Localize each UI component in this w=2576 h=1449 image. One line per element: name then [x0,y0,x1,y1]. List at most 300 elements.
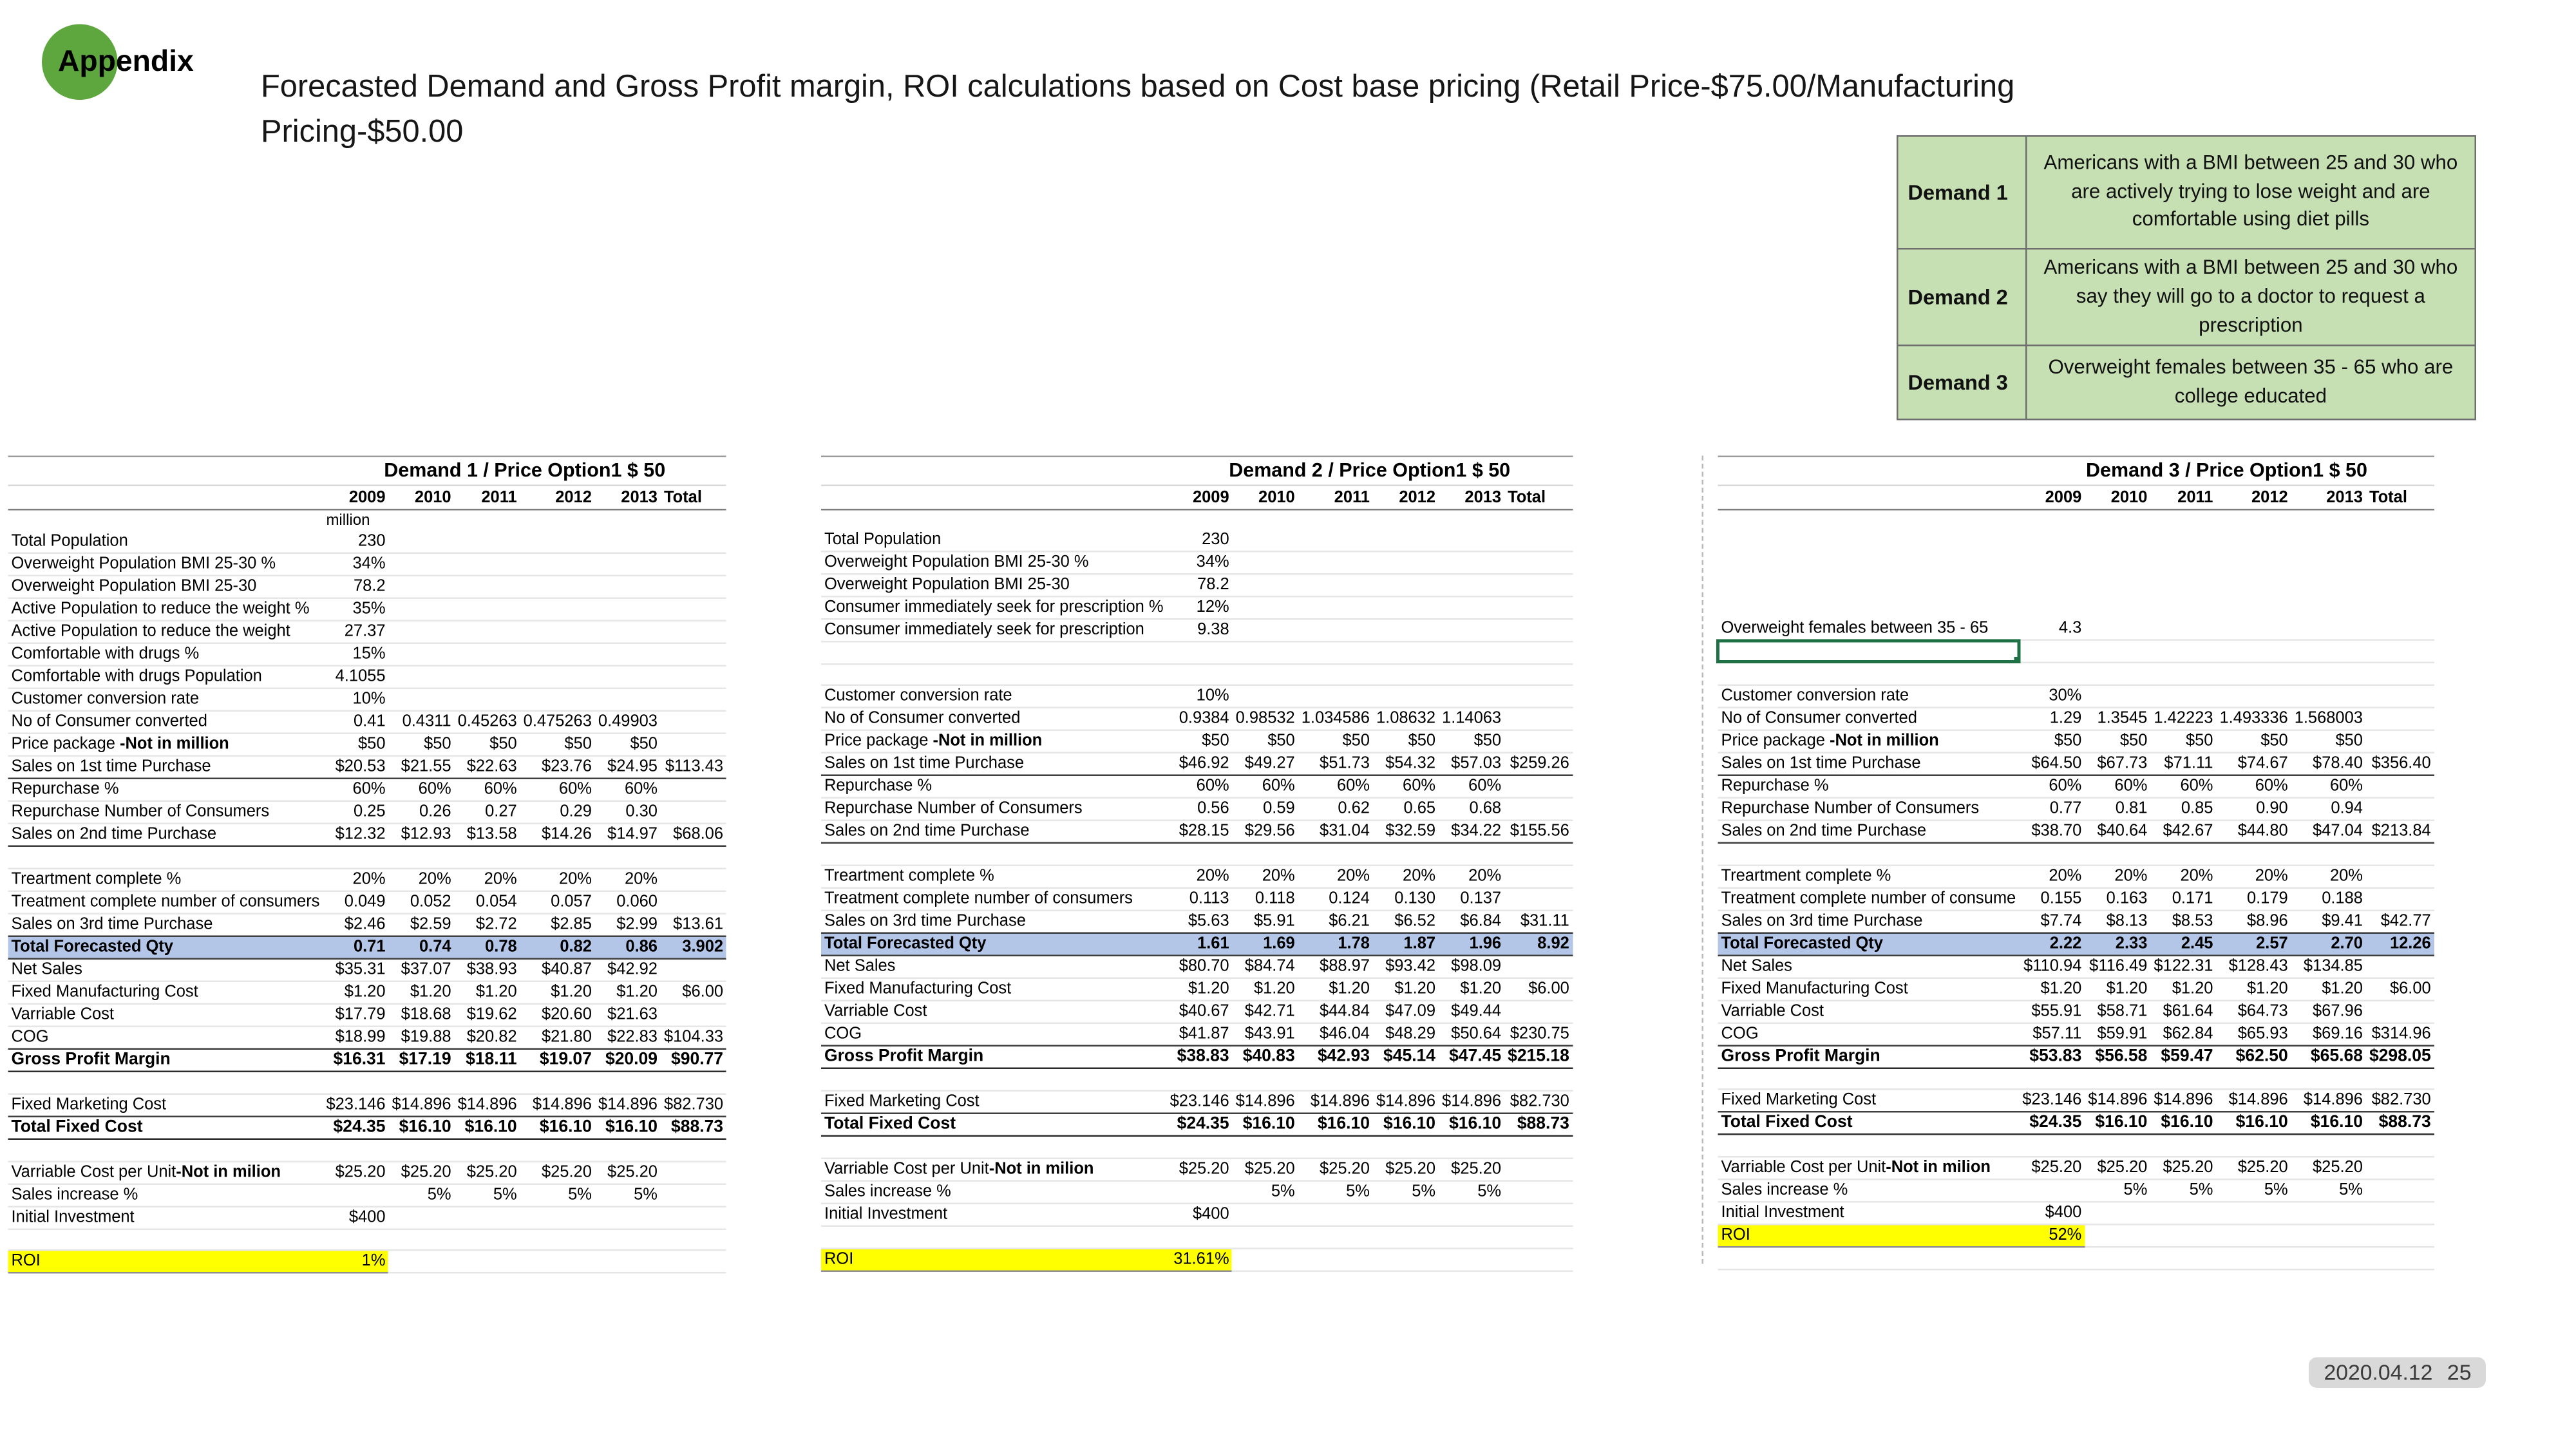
cell-2010: $25.20 [1233,1158,1298,1180]
cell-2010 [389,598,455,621]
spreadsheet [821,456,1573,1271]
row-label: Sales increase % [1718,1180,2020,1202]
cell-total [1504,708,1573,731]
cell-2009: $28.15 [1167,821,1233,844]
cell-total [1504,956,1573,978]
cell-2011 [2150,1225,2216,1247]
unit-spacer [1439,509,1504,529]
row-label: Repurchase % [821,776,1167,799]
cell-2011: 0.45263 [455,711,520,734]
table-row [821,799,1573,821]
cell-total [1504,529,1573,551]
cell-total [2366,1202,2434,1225]
cell-2010: $116.49 [2085,955,2150,978]
cell-2011 [1298,686,1373,708]
cell-2010 [389,643,455,666]
col-header-2013: 2013 [1439,486,1504,510]
cell-total [661,1004,726,1027]
row-label: Fixed Manufacturing Cost [8,981,323,1004]
cell-2011 [2150,1135,2216,1157]
cell-2012 [520,1139,595,1160]
cell-2011 [1298,596,1373,619]
cell-2013: $47.45 [1439,1046,1504,1068]
cell-2012: 20% [2216,865,2291,887]
cell-2009: 230 [1167,529,1233,551]
cell-2009: 20% [2019,865,2085,887]
cell-2013 [1439,574,1504,596]
cell-2012: 0.130 [1373,888,1439,911]
unit-spacer [2366,509,2434,529]
unit-spacer [1298,509,1373,529]
cell-2013: 20% [595,869,661,891]
cell-total [1504,1158,1573,1180]
cell-2011: $2.72 [455,914,520,936]
cell-2009 [2019,596,2085,618]
table-row [8,598,727,621]
cell-total: 12.26 [2366,933,2434,955]
cell-2009 [2019,551,2085,573]
cell-total [661,643,726,666]
cell-2011: 5% [1298,1180,1373,1203]
cell-2010: 0.98532 [1233,708,1298,731]
cell-2011 [455,688,520,711]
cell-2012 [2216,573,2291,595]
cell-2013 [595,643,661,666]
cell-2011 [1298,529,1373,551]
cell-2013: $16.10 [2291,1112,2366,1135]
cell-2010 [389,621,455,643]
legend-row-demand2 [1897,249,2476,346]
cell-2011 [1298,844,1373,866]
table-row [8,1139,727,1160]
table-row [821,978,1573,1001]
cell-total: $213.84 [2366,820,2434,842]
cell-2012: $6.52 [1373,911,1439,933]
cell-2013 [2291,618,2366,640]
row-label: Fixed Manufacturing Cost [1718,978,2020,1000]
row-label: Varriable Cost [8,1004,323,1027]
cell-total: $42.77 [2366,910,2434,933]
cell-2009: $1.20 [2019,978,2085,1000]
cell-2009: 230 [323,531,388,553]
table-row [8,846,727,868]
cell-2012: 0.475263 [520,711,595,734]
unit-spacer [455,509,520,531]
table-row [8,1161,727,1184]
cell-2009: $25.20 [2019,1157,2085,1180]
cell-2010 [1233,619,1298,641]
table-row [8,688,727,711]
cell-total [661,959,726,981]
cell-2010 [1233,686,1298,708]
col-header-total: Total [2366,486,2434,510]
row-label: Sales on 1st time Purchase [821,753,1167,776]
cell-2013: 0.188 [2291,887,2366,910]
cell-2011 [2150,1202,2216,1225]
cell-2012 [520,846,595,868]
row-label [8,1229,323,1251]
cell-2012: $8.96 [2216,910,2291,933]
cell-2011 [1298,1136,1373,1158]
cell-total [661,1206,726,1229]
table-row [821,753,1573,776]
unit-spacer [661,509,726,531]
cell-2010: 20% [389,869,455,891]
cell-total [2366,596,2434,618]
cell-2009: 34% [323,553,388,576]
cell-2009: 0.155 [2019,887,2085,910]
cell-2010 [1233,529,1298,551]
row-label: Active Population to reduce the weight % [8,598,323,621]
cell-2010: $59.91 [2085,1023,2150,1045]
cell-2011: $50 [2150,730,2216,752]
cell-2011: $71.11 [2150,752,2216,775]
cell-2012 [520,643,595,666]
cell-2009: $50 [2019,730,2085,752]
cell-2013: $25.20 [2291,1157,2366,1180]
row-label: Fixed Marketing Cost [821,1091,1167,1113]
row-label: ROI [821,1248,1167,1271]
table-title: Demand 3 / Price Option1 $ 50 [2019,457,2434,486]
cell-2010: $58.71 [2085,1000,2150,1023]
cell-2009: 20% [1167,866,1233,888]
row-label: Overweight Population BMI 25-30 [821,574,1167,596]
cell-2013: $14.896 [595,1094,661,1116]
cell-2011 [2150,842,2216,864]
legend-row-demand3 [1897,346,2476,420]
col-header-2010: 2010 [2085,486,2150,510]
table-row [8,869,727,891]
row-label [821,1226,1167,1247]
cell-2012 [520,666,595,688]
cell-2010: $40.83 [1233,1046,1298,1068]
cell-2013 [595,576,661,598]
cell-2010: $49.27 [1233,753,1298,776]
col-header-spacer [8,486,323,510]
cell-2011 [455,846,520,868]
cell-total [1504,731,1573,753]
cell-2012: $14.896 [520,1094,595,1116]
table-demand3 [1716,456,2434,1271]
cell-2012: 5% [2216,1180,2291,1202]
cell-2010 [2085,685,2150,707]
cell-2011: 60% [2150,775,2216,797]
table-row [821,866,1573,888]
table-row [1718,820,2434,842]
cell-2010: $5.91 [1233,911,1298,933]
cell-2012: $50 [520,734,595,756]
cell-2012: 0.057 [520,891,595,914]
cell-2009 [2019,573,2085,595]
cell-total [1504,551,1573,574]
cell-2011 [1298,574,1373,596]
cell-2009: 31.61% [1167,1248,1233,1271]
cell-total [2366,663,2434,685]
cell-total [1504,844,1573,866]
table-row [1718,551,2434,573]
row-label [821,641,1167,663]
cell-2013 [1439,641,1504,663]
cell-2009: $400 [2019,1202,2085,1225]
col-header-2012: 2012 [520,486,595,510]
cell-total [1504,596,1573,619]
cell-2010: 0.59 [1233,799,1298,821]
table-row [821,1001,1573,1023]
cell-2009: $25.20 [1167,1158,1233,1180]
table-title: Demand 1 / Price Option1 $ 50 [323,457,726,486]
cell-2012 [2216,640,2291,662]
cell-2012: $74.67 [2216,752,2291,775]
cell-2011: 1.78 [1298,933,1373,956]
table-title: Demand 2 / Price Option1 $ 50 [1167,457,1573,486]
unit-spacer [389,509,455,531]
cell-total [1504,1248,1573,1271]
cell-total [2366,685,2434,707]
cell-2011: $42.93 [1298,1046,1373,1068]
cell-total [1504,1001,1573,1023]
cell-2011: $16.10 [455,1116,520,1139]
cell-2009: 9.38 [1167,619,1233,641]
cell-2010: 5% [1233,1180,1298,1203]
cell-2013 [1439,686,1504,708]
cell-2012: $19.07 [520,1049,595,1072]
cell-2011: 5% [455,1184,520,1206]
cell-2013: $78.40 [2291,752,2366,775]
cell-total [2366,797,2434,820]
cell-2011 [455,598,520,621]
row-label: Varriable Cost per Unit-Not in milion [8,1161,323,1184]
row-label: Sales increase % [821,1180,1167,1203]
cell-2010 [2085,596,2150,618]
cell-2011: 60% [455,779,520,801]
cell-2011: $13.58 [455,824,520,846]
demand-legend-table [1897,135,2476,421]
row-label [1718,573,2020,595]
table-row [821,1046,1573,1068]
cell-2009 [1167,1180,1233,1203]
cell-2009 [2019,1068,2085,1090]
cell-2013 [595,1251,661,1273]
cell-total [2366,551,2434,573]
row-label: Total Fixed Cost [8,1116,323,1139]
cell-2011: 60% [1298,776,1373,799]
cell-2012: $20.60 [520,1004,595,1027]
cell-2010: 0.163 [2085,887,2150,910]
table-row [1718,933,2434,955]
row-label: Repurchase Number of Consumers [1718,797,2020,820]
cell-2010: $16.10 [1233,1113,1298,1136]
table-row [821,1068,1573,1090]
table-row [821,911,1573,933]
cell-total [661,1184,726,1206]
cell-2012 [1373,663,1439,685]
cell-2013: 0.137 [1439,888,1504,911]
cell-2013 [595,1072,661,1094]
row-label: Overweight Population BMI 25-30 [8,576,323,598]
cell-2010 [389,531,455,553]
row-label: ROI [1718,1225,2020,1247]
cell-2010: $14.896 [389,1094,455,1116]
cell-2012: $14.26 [520,824,595,846]
cell-2011: 5% [2150,1180,2216,1202]
cell-2012 [1373,1226,1439,1247]
cell-total [2366,1247,2434,1269]
row-label: Total Forecasted Qty [8,936,323,959]
row-label: Total Fixed Cost [1718,1112,2020,1135]
cell-2011: $18.11 [455,1049,520,1072]
table-row [1718,752,2434,775]
cell-2010 [1233,1068,1298,1090]
cell-2011: 1.034586 [1298,708,1373,731]
cell-total: 8.92 [1504,933,1573,956]
cell-total: $6.00 [1504,978,1573,1001]
table-row [8,891,727,914]
cell-total: $314.96 [2366,1023,2434,1045]
cell-2013: $14.97 [595,824,661,846]
row-label: Sales on 1st time Purchase [8,756,323,779]
cell-2011: $25.20 [1298,1158,1373,1180]
table-row [1718,1023,2434,1045]
cell-2009 [2019,529,2085,551]
cell-total [1504,1203,1573,1226]
cell-2011: $14.896 [1298,1091,1373,1113]
row-label [1718,1247,2020,1269]
cell-total: $259.26 [1504,753,1573,776]
unit-label [2019,509,2085,529]
cell-total: $230.75 [1504,1023,1573,1046]
cell-2009: $24.35 [2019,1112,2085,1135]
cell-2012 [520,598,595,621]
cell-2009: $24.35 [1167,1113,1233,1136]
row-label: Treartment complete % [8,869,323,891]
cell-2012: 5% [520,1184,595,1206]
table-row [821,731,1573,753]
cell-2010 [389,666,455,688]
cell-2010 [389,1072,455,1094]
cell-2010: 0.26 [389,801,455,824]
cell-2013: $57.03 [1439,753,1504,776]
cell-total [661,1161,726,1184]
page-number: 25 [2447,1360,2472,1385]
table-row [821,1023,1573,1046]
table-row [1718,685,2434,707]
cell-total: $6.00 [2366,978,2434,1000]
cell-2013: 60% [2291,775,2366,797]
cell-total [661,801,726,824]
cell-2009: $17.79 [323,1004,388,1027]
table-row [8,1072,727,1094]
cell-2010: $25.20 [389,1161,455,1184]
cell-2012: $48.29 [1373,1023,1439,1046]
cell-2010: $16.10 [389,1116,455,1139]
cell-2010: $2.59 [389,914,455,936]
table-row [8,1004,727,1027]
row-label [1718,842,2020,864]
cell-2012: $21.80 [520,1027,595,1049]
unit-spacer [2085,509,2150,529]
cell-2013: $50 [595,734,661,756]
cell-2012: $40.87 [520,959,595,981]
cell-2013: 0.68 [1439,799,1504,821]
table-row [8,824,727,846]
cell-2011: $1.20 [455,981,520,1004]
cell-2010 [1233,1226,1298,1247]
cell-2013 [2291,1135,2366,1157]
cell-2012 [2216,1225,2291,1247]
cell-2012: 5% [1373,1180,1439,1203]
cell-2011: 20% [2150,865,2216,887]
cell-2012: $93.42 [1373,956,1439,978]
table-row [821,844,1573,866]
cell-total: $31.11 [1504,911,1573,933]
spreadsheet [8,456,727,1274]
row-label: COG [1718,1023,2020,1045]
cell-2010: $17.19 [389,1049,455,1072]
cell-2013 [595,553,661,576]
cell-total [661,846,726,868]
cell-2010: $67.73 [2085,752,2150,775]
col-header-2011: 2011 [2150,486,2216,510]
cell-2013: $6.84 [1439,911,1504,933]
cell-2011: $59.47 [2150,1045,2216,1068]
row-label: Net Sales [8,959,323,981]
cell-2012 [2216,596,2291,618]
table-row [8,981,727,1004]
cell-2010 [389,576,455,598]
row-label: Varriable Cost per Unit-Not in milion [821,1158,1167,1180]
table-title-spacer [821,457,1167,486]
row-label: Price package -Not in million [821,731,1167,753]
row-label: Price package -Not in million [1718,730,2020,752]
cell-2009: $12.32 [323,824,388,846]
cell-2013: $1.20 [1439,978,1504,1001]
table-row [1718,730,2434,752]
table-row [821,1091,1573,1113]
cell-2011: $62.84 [2150,1023,2216,1045]
page-break-line [1702,456,1704,1264]
cell-2010: 5% [2085,1180,2150,1202]
cell-2010: $50 [1233,731,1298,753]
cell-2009 [2019,1180,2085,1202]
table-row [821,574,1573,596]
cell-2010 [2085,842,2150,864]
table-row [1718,1225,2434,1247]
cell-2009: $400 [1167,1203,1233,1226]
unit-spacer [2150,509,2216,529]
cell-2009: 0.25 [323,801,388,824]
cell-2009: $1.20 [323,981,388,1004]
cell-2013: $21.63 [595,1004,661,1027]
table-row [8,576,727,598]
cell-2009: 0.113 [1167,888,1233,911]
cell-2009: $1.20 [1167,978,1233,1001]
cell-2013 [595,1139,661,1160]
cell-total: $215.18 [1504,1046,1573,1068]
row-label: Treartment complete % [821,866,1167,888]
cell-2011: $1.20 [1298,978,1373,1001]
cell-2013 [595,531,661,553]
cell-2009: 4.1055 [323,666,388,688]
cell-2012: $54.32 [1373,753,1439,776]
table-row [1718,955,2434,978]
cell-2009: $400 [323,1206,388,1229]
row-label: Customer conversion rate [8,688,323,711]
col-header-total: Total [661,486,726,510]
row-label: Customer conversion rate [1718,685,2020,707]
cell-2013 [2291,1247,2366,1269]
cell-2011 [455,643,520,666]
table-row [1718,596,2434,618]
